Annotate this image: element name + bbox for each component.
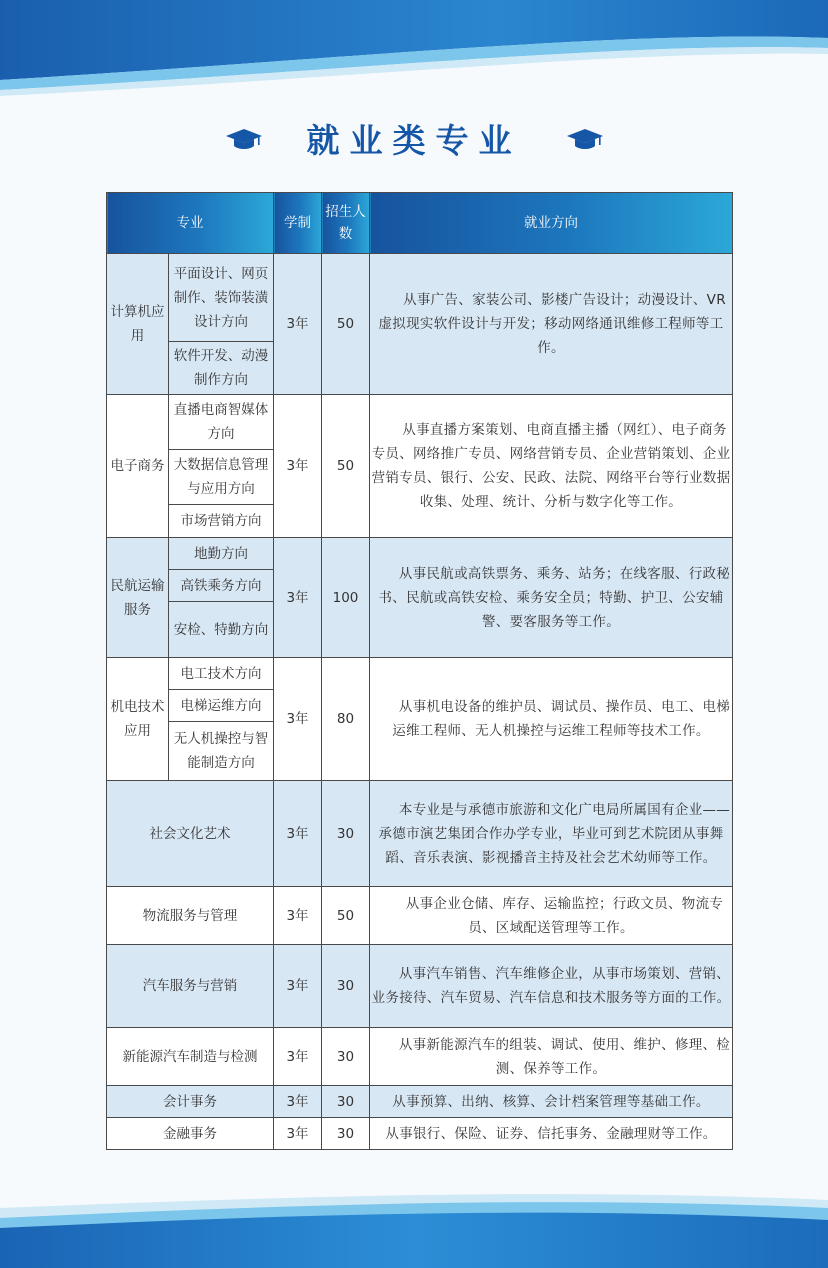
direction-cell: 从事预算、出纳、核算、会计档案管理等基础工作。 — [370, 1086, 733, 1118]
people-cell: 30 — [322, 1086, 370, 1118]
table-row — [107, 658, 733, 690]
duration-cell: 3年 — [274, 254, 322, 395]
major-name: 新能源汽车制造与检测 — [107, 1028, 274, 1086]
duration-cell: 3年 — [274, 945, 322, 1028]
title-bar — [0, 110, 828, 166]
direction-cell: 从事民航或高铁票务、乘务、站务；在线客服、行政秘书、民航或高铁安检、乘务安全员；特勤、护卫、公安辅警、要客服务等工作。 — [370, 538, 733, 658]
header-direction: 就业方向 — [370, 193, 733, 254]
duration-cell: 3年 — [274, 1086, 322, 1118]
duration-cell: 3年 — [274, 538, 322, 658]
header-major: 专业 — [107, 193, 274, 254]
people-cell: 30 — [322, 781, 370, 887]
direction-cell: 从事汽车销售、汽车维修企业，从事市场策划、营销、业务接待、汽车贸易、汽车信息和技术服务等方面的工作。 — [370, 945, 733, 1028]
major-name: 物流服务与管理 — [107, 887, 274, 945]
table-row — [107, 1028, 733, 1086]
majors-table — [106, 192, 733, 1150]
header-people: 招生人数 — [322, 193, 370, 254]
major-name: 民航运输服务 — [107, 538, 169, 658]
people-cell: 30 — [322, 1118, 370, 1150]
major-name: 会计事务 — [107, 1086, 274, 1118]
major-name: 社会文化艺术 — [107, 781, 274, 887]
direction-cell: 从事机电设备的维护员、调试员、操作员、电工、电梯运维工程师、无人机操控与运维工程师等技术工作。 — [370, 658, 733, 781]
direction-cell: 从事广告、家装公司、影楼广告设计；动漫设计、VR 虚拟现实软件设计与开发；移动网络通讯维修工程师等工作。 — [370, 254, 733, 395]
page-title: 就业类专业 — [306, 120, 522, 160]
duration-cell: 3年 — [274, 658, 322, 781]
sub-direction: 电工技术方向 — [169, 658, 274, 690]
table-row — [107, 781, 733, 887]
major-name: 汽车服务与营销 — [107, 945, 274, 1028]
duration-cell: 3年 — [274, 395, 322, 538]
people-cell: 50 — [322, 395, 370, 538]
table-row — [107, 538, 733, 570]
sub-direction: 大数据信息管理与应用方向 — [169, 450, 274, 505]
people-cell: 50 — [322, 254, 370, 395]
major-name: 计算机应用 — [107, 254, 169, 395]
duration-cell: 3年 — [274, 781, 322, 887]
table-row — [107, 945, 733, 1028]
duration-cell: 3年 — [274, 887, 322, 945]
top-wave-decoration — [0, 0, 828, 100]
graduation-cap-icon — [566, 125, 604, 151]
direction-cell: 从事新能源汽车的组装、调试、使用、维护、修理、检测、保养等工作。 — [370, 1028, 733, 1086]
bottom-wave-decoration — [0, 1178, 828, 1268]
sub-direction: 直播电商智媒体方向 — [169, 395, 274, 450]
table-row — [107, 1118, 733, 1150]
direction-cell: 本专业是与承德市旅游和文化广电局所属国有企业——承德市演艺集团合作办学专业，毕业可到艺术院团从事舞蹈、音乐表演、影视播音主持及社会艺术幼师等工作。 — [370, 781, 733, 887]
direction-cell: 从事直播方案策划、电商直播主播（网红）、电子商务专员、网络推广专员、网络营销专员、企业营销策划、企业营销专员、银行、公安、民政、法院、网络平台等行业数据收集、处理、统计、分析与数字化等工作。 — [370, 395, 733, 538]
direction-cell: 从事银行、保险、证券、信托事务、金融理财等工作。 — [370, 1118, 733, 1150]
major-name: 机电技术应用 — [107, 658, 169, 781]
duration-cell: 3年 — [274, 1028, 322, 1086]
sub-direction: 软件开发、动漫制作方向 — [169, 342, 274, 395]
people-cell: 30 — [322, 1028, 370, 1086]
sub-direction: 平面设计、网页制作、装饰装潢设计方向 — [169, 254, 274, 342]
direction-cell: 从事企业仓储、库存、运输监控；行政文员、物流专员、区域配送管理等工作。 — [370, 887, 733, 945]
table-header-row — [107, 193, 733, 254]
sub-direction: 电梯运维方向 — [169, 690, 274, 722]
sub-direction: 市场营销方向 — [169, 505, 274, 538]
people-cell: 50 — [322, 887, 370, 945]
people-cell: 30 — [322, 945, 370, 1028]
graduation-cap-icon — [225, 125, 263, 151]
table-row — [107, 395, 733, 450]
header-duration: 学制 — [274, 193, 322, 254]
sub-direction: 安检、特勤方向 — [169, 602, 274, 658]
people-cell: 80 — [322, 658, 370, 781]
table-row — [107, 1086, 733, 1118]
major-name: 电子商务 — [107, 395, 169, 538]
sub-direction: 地勤方向 — [169, 538, 274, 570]
sub-direction: 无人机操控与智能制造方向 — [169, 722, 274, 781]
people-cell: 100 — [322, 538, 370, 658]
table-row — [107, 887, 733, 945]
sub-direction: 高铁乘务方向 — [169, 570, 274, 602]
duration-cell: 3年 — [274, 1118, 322, 1150]
major-name: 金融事务 — [107, 1118, 274, 1150]
table-row — [107, 254, 733, 342]
